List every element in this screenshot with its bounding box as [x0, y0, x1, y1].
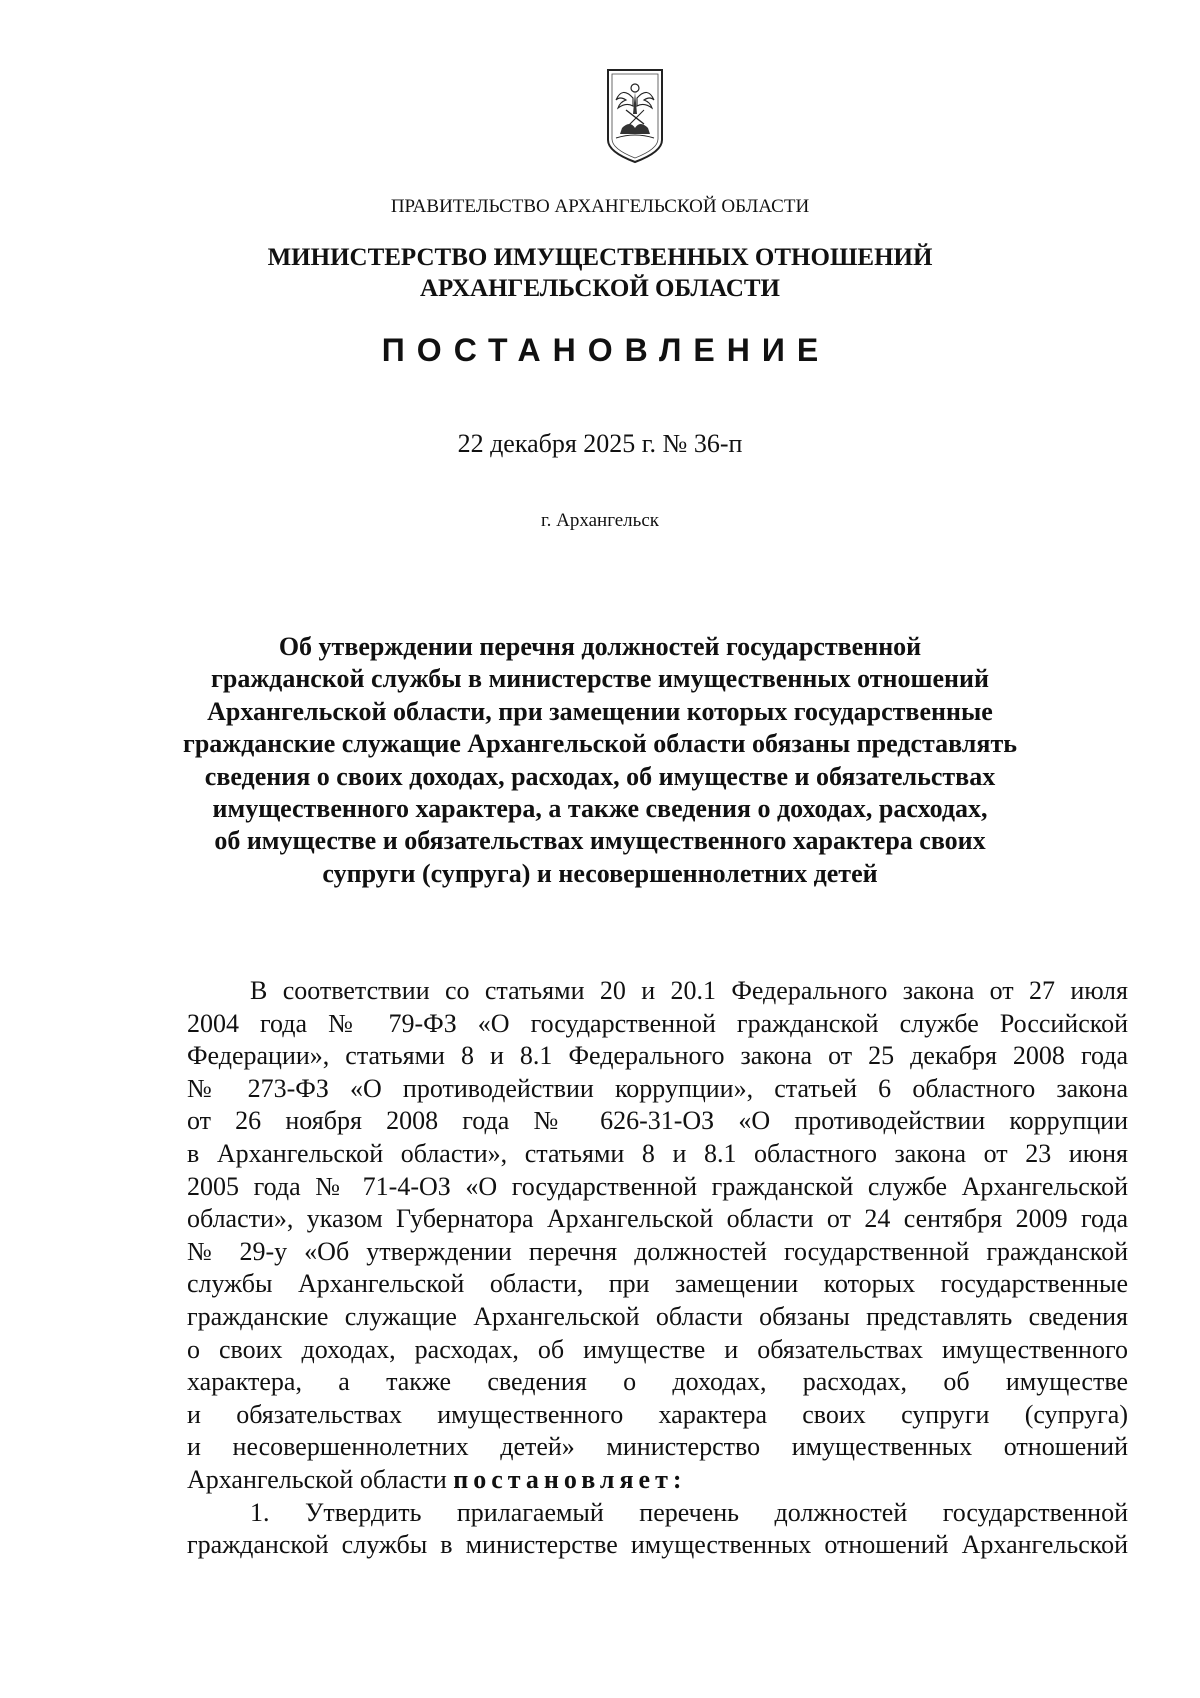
document-date-number: 22 декабря 2025 г. № 36-п [457, 429, 743, 458]
resolution-line [187, 1464, 1128, 1497]
title-line: сведения о своих доходах, расходах, об имуществе и обязательствах [204, 761, 996, 791]
body-line: и обязательствах имущественного характера своих супруги (супруга) [187, 1399, 1128, 1429]
body-line: в Архангельской области», статьями 8 и 8.1 областного закона от 23 июня [187, 1138, 1128, 1168]
body-line: области», указом Губернатора Архангельской области от 24 сентября 2009 года [187, 1204, 1128, 1234]
resolution-word: постановляет: [453, 1464, 687, 1494]
body-line: и несовершеннолетних детей» министерство имущественных отношений [187, 1432, 1128, 1462]
body-line: 2004 года № 79-ФЗ «О государственной гражданской службе Российской [187, 1008, 1128, 1038]
document-body [187, 975, 1128, 1562]
title-line: Об утверждении перечня должностей государственной [278, 632, 922, 661]
ministry-heading [0, 242, 1200, 304]
body-line: гражданские служащие Архангельской области обязаны представлять сведения [187, 1301, 1128, 1331]
ministry-heading-line: АРХАНГЕЛЬСКОЙ ОБЛАСТИ [420, 275, 780, 302]
body-line: о своих доходах, расходах, об имуществе и обязательствах имущественного [187, 1334, 1128, 1364]
resolution-prefix: Архангельской области [187, 1464, 454, 1494]
title-line: об имуществе и обязательствах имущественного характера своих [214, 826, 986, 856]
body-line: 2005 года № 71-4-ОЗ «О государственной гражданской службе Архангельской [187, 1171, 1128, 1201]
title-line: гражданские служащие Архангельской области обязаны представлять [183, 729, 1017, 759]
body-line: № 273-ФЗ «О противодействии коррупции», статьей 6 областного закона [187, 1073, 1128, 1103]
body-line: Федерации», статьями 8 и 8.1 Федерального закона от 25 декабря 2008 года [187, 1041, 1128, 1071]
point-line: 1. Утвердить прилагаемый перечень должностей государственной [250, 1497, 1128, 1527]
ministry-heading-line: МИНИСТЕРСТВО ИМУЩЕСТВЕННЫХ ОТНОШЕНИЙ [267, 244, 933, 271]
body-line: характера, а также сведения о доходах, расходах, об имуществе [187, 1367, 1128, 1397]
title-line: имущественного характера, а также сведения о доходах, расходах, [212, 794, 988, 824]
title-line: гражданской службы в министерстве имущественных отношений [211, 664, 989, 694]
title-line: Архангельской области, при замещении которых государственные [207, 696, 993, 726]
body-line: № 29-у «Об утверждении перечня должностей государственной гражданской [187, 1236, 1128, 1266]
body-line: В соответствии со статьями 20 и 20.1 Федерального закона от 27 июля [250, 976, 1128, 1005]
body-line: от 26 ноября 2008 года № 626-31-ОЗ «О противодействии коррупции [187, 1106, 1128, 1136]
government-heading: ПРАВИТЕЛЬСТВО АРХАНГЕЛЬСКОЙ ОБЛАСТИ [390, 196, 810, 217]
body-line: службы Архангельской области, при замещении которых государственные [187, 1269, 1128, 1299]
document-title [0, 631, 1200, 890]
title-line: супруги (супруга) и несовершеннолетних детей [322, 858, 878, 888]
document-type: ПОСТАНОВЛЕНИЕ [381, 332, 831, 368]
arkhangelsk-coat-of-arms-icon [604, 66, 666, 166]
document-city: г. Архангельск [540, 510, 659, 531]
point-line: гражданской службы в министерстве имущественных отношений Архангельской [187, 1530, 1128, 1560]
